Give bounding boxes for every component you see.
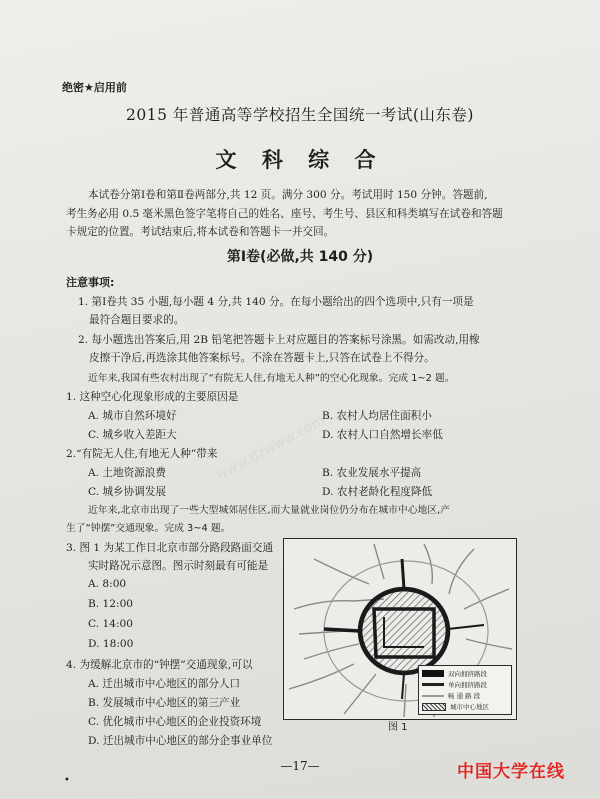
legend-label: 城市中心地区: [450, 703, 489, 711]
intro-line-2: 考生务必用 0.5 毫米黑色签字笔将自己的姓名、座号、考生号、县区和科类填写在试卷和答题: [66, 208, 503, 220]
secret-label: 绝密★启用前: [62, 81, 127, 94]
question-3-stem-line-1: 3. 图 1 为某工作日北京市部分路段路面交通: [66, 542, 274, 554]
q3-option-d: D. 18:00: [88, 638, 134, 650]
note-2-line-2: 皮擦干净后,再选涂其他答案标号。不涂在答题卡上,只答在试卷上不得分。: [89, 352, 435, 364]
material-2-line-2: 生了“钟摆”交通现象。完成 3~4 题。: [66, 523, 231, 534]
q3-option-a: A. 8:00: [88, 578, 127, 590]
part-title: 第Ⅰ卷(必做,共 140 分): [226, 249, 374, 265]
legend-city-center: [422, 701, 508, 712]
legend-two-way-congested: [422, 668, 508, 679]
question-1-stem: 1. 这种空心化现象形成的主要原因是: [66, 391, 239, 403]
legend-symbol: [422, 670, 444, 677]
watermark: www.dzwww.com: [213, 412, 328, 484]
note-2-line-1: 2. 每小题选出答案后,用 2B 铅笔把答题卡上对应题目的答案标号涂黑。如需改动,用橡: [78, 334, 480, 346]
notes-heading: 注意事项:: [66, 276, 115, 289]
q1-option-b: B. 农村人均居住面积小: [322, 410, 432, 422]
legend-label: 单向拥挤路段: [448, 681, 487, 689]
legend-label: 畅 通 路 段: [448, 692, 481, 700]
q3-option-c: C. 14:00: [88, 618, 133, 630]
legend-label: 双向拥挤路段: [448, 670, 487, 678]
material-2-line-1: 近年来,北京市出现了一些大型城郊居住区,而大量就业岗位仍分布在城市中心地区,产: [88, 505, 451, 516]
corner-mark: •: [64, 775, 70, 786]
q4-option-b: B. 发展城市中心地区的第三产业: [88, 697, 241, 709]
note-1-line-2: 最符合题目要求的。: [89, 314, 185, 326]
question-4-stem: 4. 为缓解北京市的“钟摆”交通现象,可以: [66, 659, 253, 671]
q4-option-c: C. 优化城市中心地区的企业投资环境: [88, 716, 262, 728]
q2-option-a: A. 土地资源浪费: [88, 467, 166, 479]
q1-option-d: D. 农村人口自然增长率低: [322, 429, 443, 441]
traffic-map-figure: [283, 538, 517, 720]
legend-one-way-congested: [422, 679, 508, 690]
subject-title: 文 科 综 合: [215, 148, 385, 172]
q4-option-d: D. 迁出城市中心地区的部分企事业单位: [88, 735, 273, 747]
q2-option-b: B. 农业发展水平提高: [322, 467, 422, 479]
map-legend: [418, 665, 512, 715]
q1-option-c: C. 城乡收入差距大: [88, 429, 177, 441]
q1-option-a: A. 城市自然环境好: [88, 410, 177, 422]
exam-title: 2015 年普通高等学校招生全国统一考试(山东卷): [126, 106, 474, 124]
intro-line-3: 卡规定的位置。考试结束后,将本试卷和答题卡一并交回。: [66, 226, 335, 238]
question-3-stem-line-2: 实时路况示意图。图示时刻最有可能是: [88, 560, 269, 572]
legend-symbol: [422, 703, 446, 711]
q4-option-a: A. 迁出城市中心地区的部分人口: [88, 678, 241, 690]
page-number: —17—: [280, 759, 320, 773]
material-1: 近年来,我国有些农村出现了“有院无人住,有地无人种”的空心化现象。完成 1~2 题。: [88, 373, 455, 384]
q2-option-c: C. 城乡协调发展: [88, 486, 167, 498]
note-1-line-1: 1. 第Ⅰ卷共 35 小题,每小题 4 分,共 140 分。在每小题给出的四个选项中,只有一项是: [78, 296, 474, 308]
intro-line-1: 本试卷分第Ⅰ卷和第Ⅱ卷两部分,共 12 页。满分 300 分。考试用时 150 分钟。答题前,: [88, 189, 488, 201]
question-2-stem: 2.“有院无人住,有地无人种”带来: [66, 448, 218, 460]
legend-smooth-road: [422, 690, 508, 701]
q2-option-d: D. 农村老龄化程度降低: [322, 486, 433, 498]
figure-caption: 图 1: [388, 722, 408, 733]
legend-symbol: [422, 695, 444, 697]
source-watermark-text: 中国大学在线: [457, 762, 565, 782]
legend-symbol: [422, 683, 444, 686]
q3-option-b: B. 12:00: [88, 598, 134, 610]
